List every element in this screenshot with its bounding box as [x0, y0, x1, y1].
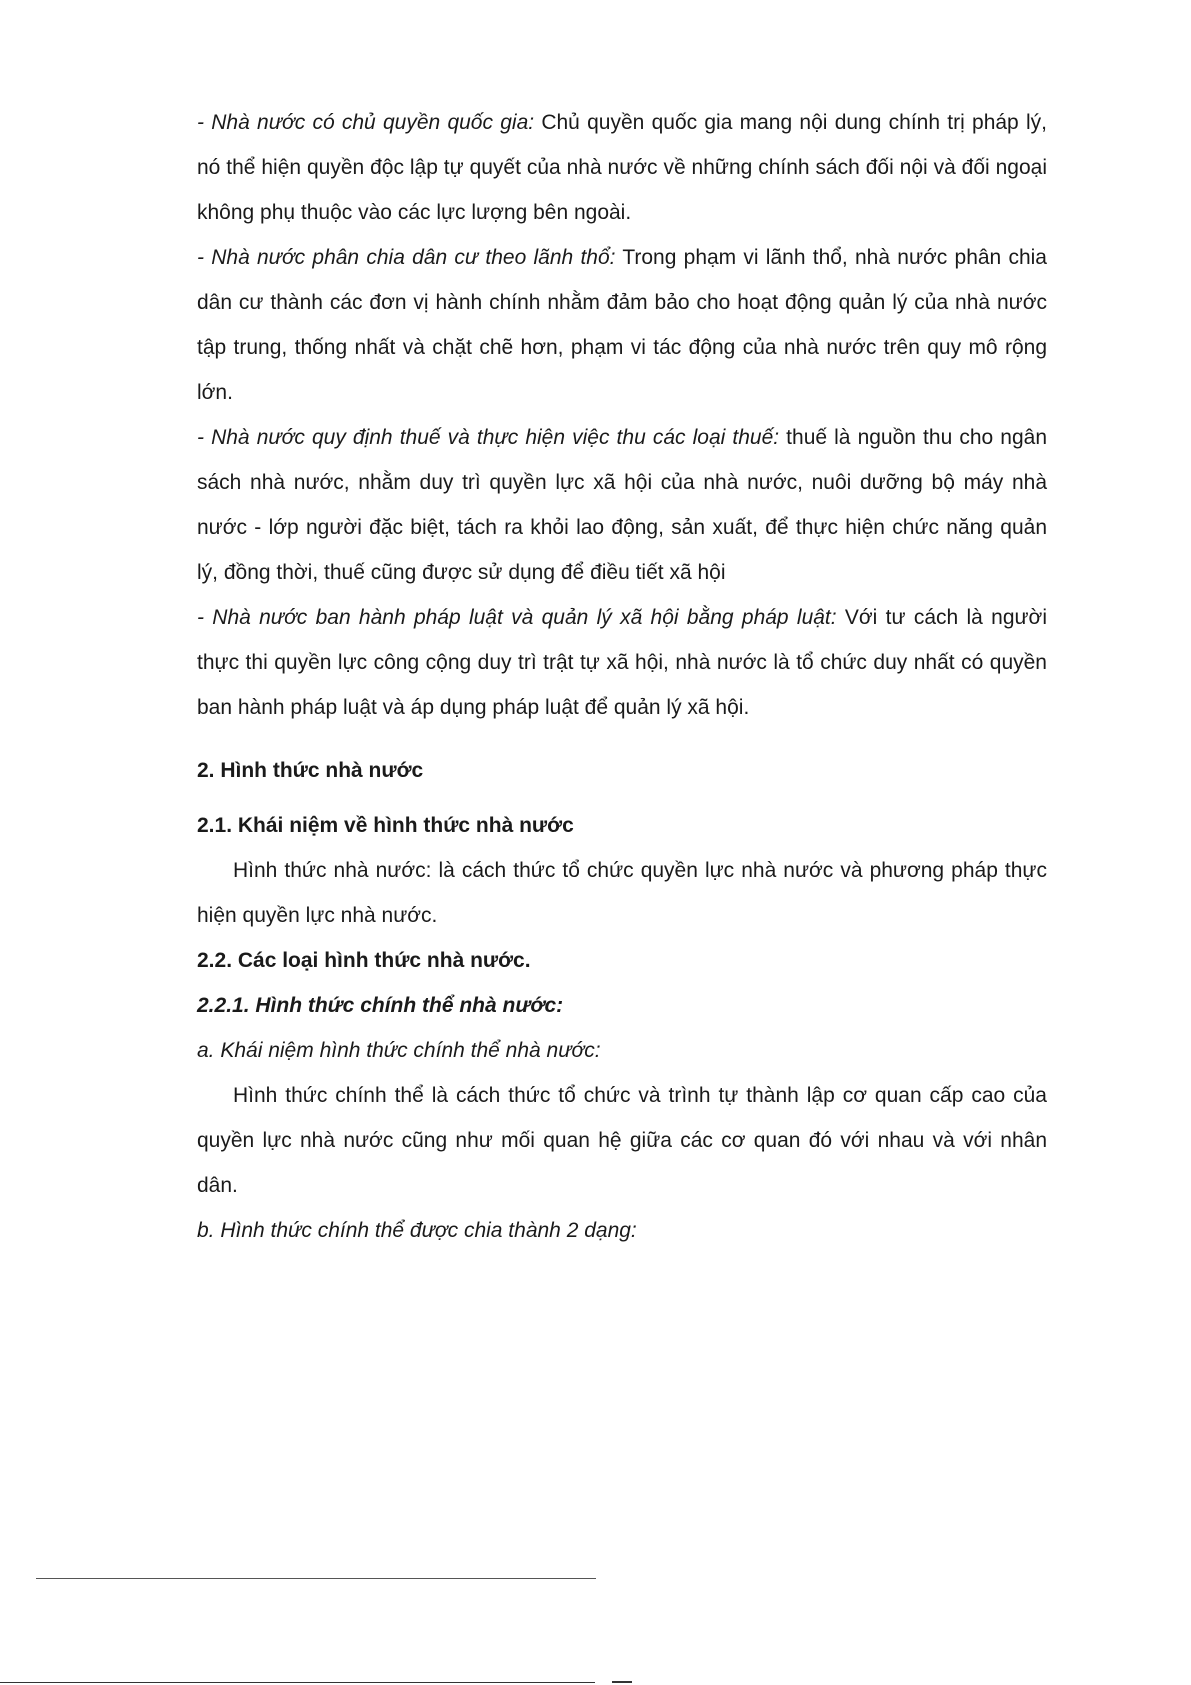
paragraph-lead: - Nhà nước có chủ quyền quốc gia:: [197, 111, 535, 134]
document-page: [197, 100, 1047, 1253]
subheading-b: b. Hình thức chính thể được chia thành 2 dạng:: [197, 1219, 637, 1242]
heading-section-2-2-1: 2.2.1. Hình thức chính thể nhà nước:: [197, 994, 564, 1017]
paragraph-law: [197, 595, 1047, 730]
paragraph-text: thuế là nguồn thu cho ngân sách nhà nước, nhằm duy trì quyền lực xã hội của nhà nước, nuôi dưỡng bộ máy nhà nước - lớp người đặc biệt, tách ra khỏi lao động, sản xuất, để thực hiện chức năng quản lý, đồng thời, thuế cũng được sử dụng để điều tiết xã hội: [197, 426, 1047, 584]
heading-section-2-2: 2.2. Các loại hình thức nhà nước.: [197, 949, 531, 972]
paragraph-territory: [197, 235, 1047, 415]
paragraph-text: Với tư cách là người thực thi quyền lực công cộng duy trì trật tự xã hội, nhà nước là tổ chức duy nhất có quyền ban hành pháp luật và áp dụng pháp luật để quản lý xã hội.: [197, 606, 1047, 719]
heading-section-2-1: 2.1. Khái niệm về hình thức nhà nước: [197, 814, 574, 837]
paragraph-lead: - Nhà nước quy định thuế và thực hiện việc thu các loại thuế:: [197, 426, 780, 449]
page-bottom-mark: [612, 1681, 632, 1683]
heading-section-2: 2. Hình thức nhà nước: [197, 759, 424, 782]
paragraph-tax: [197, 415, 1047, 595]
footnote-separator: [36, 1578, 596, 1579]
subheading-a: a. Khái niệm hình thức chính thể nhà nước:: [197, 1039, 601, 1062]
paragraph-lead: - Nhà nước ban hành pháp luật và quản lý xã hội bằng pháp luật:: [197, 606, 837, 629]
paragraph-government-form-definition: Hình thức chính thể là cách thức tổ chức và trình tự thành lập cơ quan cấp cao của quyền lực nhà nước cũng như mối quan hệ giữa các cơ quan đó với nhau và với nhân dân.: [197, 1084, 1047, 1197]
page-bottom-rule: [0, 1682, 595, 1683]
paragraph-text: Chủ quyền quốc gia mang nội dung chính trị pháp lý, nó thể hiện quyền độc lập tự quyết của nhà nước về những chính sách đối nội và đối ngoại không phụ thuộc vào các lực lượng bên ngoài.: [197, 111, 1047, 224]
paragraph-form-definition: Hình thức nhà nước: là cách thức tổ chức quyền lực nhà nước và phương pháp thực hiện quyền lực nhà nước.: [197, 859, 1047, 927]
paragraph-text: Trong phạm vi lãnh thổ, nhà nước phân chia dân cư thành các đơn vị hành chính nhằm đảm bảo cho hoạt động quản lý của nhà nước tập trung, thống nhất và chặt chẽ hơn, phạm vi tác động của nhà nước trên quy mô rộng lớn.: [197, 246, 1047, 404]
paragraph-lead: - Nhà nước phân chia dân cư theo lãnh thổ:: [197, 246, 616, 269]
paragraph-sovereignty: [197, 100, 1047, 235]
